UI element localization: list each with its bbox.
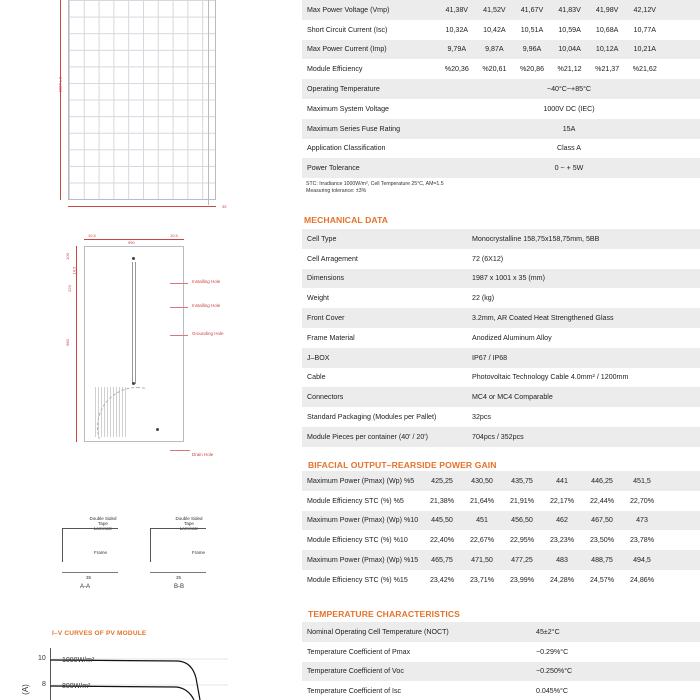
row-label: Maximum Power (Pmax) (Wp) %5 [307,476,415,485]
row-label: Frame Material [307,333,355,342]
section-a-dim: 35 [86,575,92,580]
cell: 9,96A [522,45,542,54]
table-row [302,59,700,79]
row-label: Dimensions [307,274,345,283]
row-label: Module Pieces per container (40' / 20') [307,432,429,441]
back-side-dim-3: 220 [66,285,72,292]
cell: %20,86 [519,65,545,74]
cell: 22,40% [429,536,455,545]
table-row [302,269,700,289]
table-row [302,328,700,348]
table-row [302,511,700,531]
cell: 23,50% [589,536,615,545]
row-label: Maximum System Voltage [307,104,390,113]
cell: %21,37 [595,65,620,74]
drain-hole-marker [156,428,159,431]
iv-curves-svg [50,648,228,700]
cell: 45±2°C [536,627,560,636]
section-b-tape-label: Double Sided Tape [175,516,203,526]
cell: 10,12A [595,45,619,54]
iv-curve-label-800: 800W/m² [62,683,91,690]
table-row [302,288,700,308]
cell: 488,75 [591,556,613,565]
table-row [302,407,700,427]
row-label: Cell Arragement [307,254,358,263]
cell: 10,51A [520,25,544,34]
cell: 41,38V [445,5,469,14]
row-label: Temperature Coefficient of Voc [307,667,404,676]
row-label: Cell Type [307,234,337,243]
cell: 10,32A [445,25,469,34]
row-label: Max Power Voltage (Vmp) [307,5,390,14]
table-row [302,99,700,119]
cell: −0.250%°C [536,667,573,676]
callout-installing-hole-1: Installing Hole [192,279,221,284]
table-row [302,40,700,60]
cell: 22 (kg) [472,294,495,303]
cell: 473 [636,516,648,525]
back-dim-left: 10.5 [88,233,96,238]
cell: 430,50 [471,476,493,485]
cell: 21,64% [469,496,495,505]
iv-tick-8: 8 [42,681,46,688]
length-dimension-line [60,0,61,200]
cell: 9,79A [447,45,467,54]
cell: 22,44% [589,496,615,505]
callout-drain-hole: Drain Hole [192,452,214,457]
cell: 42,12V [633,5,656,14]
table-row [302,158,700,178]
row-label: Short Circuit Current (Isc) [307,25,388,34]
back-side-dim-2: 10.5 [71,266,77,275]
cell: 41,83V [558,5,581,14]
cell: −40°C~+85°C [546,85,592,94]
cell: 24,86% [629,575,655,584]
cell: MC4 or MC4 Comparable [472,393,553,402]
row-label: Weight [307,294,329,303]
row-label: Front Cover [307,314,345,323]
section-a-laminate-label: Laminate [93,526,113,531]
cell: 23,42% [429,575,455,584]
length-dimension-label: 1987 ± 2 [57,76,63,93]
cell: 441 [556,476,568,485]
iv-axis-label: (A) [20,684,30,695]
section-b-label: B-B [174,584,185,590]
cell: Monocrystalline 158,75x158,75mm, 5BB [472,234,600,243]
temperature-table [302,622,700,700]
cell: 1987 x 1001 x 35 (mm) [472,274,545,283]
cell: 451 [476,516,488,525]
stc-note-line-1: STC: Irradiance 1000W/m², Cell Temperature 25°C, AM=1.5 [306,181,444,187]
table-row [302,491,700,511]
section-a-frame-label: Frame [94,550,108,555]
section-b-frame-label: Frame [192,550,206,555]
leader-line-1 [170,283,188,284]
table-row [302,348,700,368]
cell: 451,5 [633,476,651,485]
row-label: Module Efficiency STC (%) %10 [307,536,408,545]
section-b-frame [150,528,206,562]
cell: 22,70% [629,496,655,505]
section-b-dim: 35 [176,575,182,580]
table-row [302,119,700,139]
cell: 24,28% [549,575,575,584]
cell: 465,75 [431,556,453,565]
mechanical-title: MECHANICAL DATA [304,215,389,225]
cell: IP67 / IP68 [472,353,508,362]
table-row [302,530,700,550]
row-label: Module Efficiency STC (%) %5 [307,496,404,505]
back-dim-right: 10.5 [170,233,178,238]
cell: 445,50 [431,516,453,525]
cell: 10,68A [595,25,619,34]
section-a-label: A-A [80,584,91,590]
callout-installing-hole-2: Installing Hole [192,303,221,308]
callout-grounding-hole: Grounding Hole [192,331,224,336]
row-label: Maximum Power (Pmax) (Wp) %15 [307,556,419,565]
back-height-dim [76,246,77,442]
cell: 15A [562,124,576,133]
leader-line-2 [170,307,188,308]
cell: 24,57% [589,575,615,584]
cell: 10,04A [558,45,581,54]
row-label: Module Efficiency [307,65,363,74]
cell: 22,67% [469,536,495,545]
cell: 446,25 [591,476,613,485]
cell: 10,42A [483,25,506,34]
cell: 10,77A [633,25,656,34]
table-row [302,20,700,40]
cell: 1000V DC (IEC) [543,104,595,113]
cell: 483 [556,556,568,565]
cell: 22,95% [509,536,535,545]
cell: 462 [556,516,568,525]
table-row [302,139,700,159]
row-label: Application Classification [307,144,386,153]
cell: %20,36 [444,65,469,74]
bifacial-title: BIFACIAL OUTPUT–REARSIDE POWER GAIN [308,460,497,470]
back-side-dim-4: 980 [64,339,70,346]
cell: 10,59A [558,25,581,34]
table-row [302,427,700,447]
section-b-laminate-label: Laminate [179,526,199,531]
iv-tick-10: 10 [38,655,46,662]
table-row [302,622,700,642]
row-label: Temperature Coefficient of Pmax [307,647,411,656]
iv-curve-label-1000: 1000W/m² [62,657,95,664]
row-label: J–BOX [307,353,330,362]
back-dim-mid: 990 [128,240,135,245]
cell: Class A [556,144,582,153]
row-label: Module Efficiency STC (%) %15 [307,575,408,584]
cell: 704pcs / 352pcs [472,432,524,441]
stc-note [306,181,444,195]
cell: −0.29%°C [536,647,569,656]
cell: 21,91% [509,496,535,505]
cell: 41,98V [595,5,619,14]
table-row [302,662,700,682]
cell: %20,61 [482,65,507,74]
frame-edge-line [208,0,209,205]
iv-chart-title: I–V CURVES OF PV MODULE [52,630,147,637]
support-bar [132,262,136,384]
row-label: Operating Temperature [307,85,380,94]
cell: 41,52V [483,5,506,14]
cell: 435,75 [511,476,533,485]
section-a-tape-label: Double Sided Tape [89,516,117,526]
table-row [302,570,700,590]
row-label: Maximum Series Fuse Rating [307,124,401,133]
cell: 471,50 [471,556,493,565]
frame-depth-label: 35 [222,204,227,209]
cell: 467,50 [591,516,613,525]
row-label: Cable [307,373,326,382]
cell: 23,23% [549,536,575,545]
table-row [302,550,700,570]
table-row [302,681,700,700]
cell: Anodized Aluminum Alloy [472,333,552,342]
table-row [302,229,700,249]
cell: Photovoltaic Technology Cable 4.0mm² / 1200mm [472,373,629,382]
cell: 494,5 [633,556,651,565]
cell: %21,12 [557,65,582,74]
row-label: Maximum Power (Pmax) (Wp) %10 [307,516,419,525]
table-row [302,368,700,388]
mechanical-table [302,229,700,447]
cell: 72 (6X12) [472,254,504,263]
iv-curve-1000 [50,660,200,700]
table-row [302,249,700,269]
cell: %21,62 [632,65,657,74]
cell: 0 ~ + 5W [554,164,584,173]
cell: 21,38% [429,496,455,505]
cell: 41,67V [520,5,544,14]
table-row [302,471,700,491]
cell: 32pcs [472,413,491,422]
grounding-hole-marker [132,382,135,385]
table-row [302,642,700,662]
cell: 456,50 [511,516,533,525]
electrical-table [302,0,700,178]
table-row [302,79,700,99]
table-row [302,308,700,328]
cell: 477,25 [511,556,533,565]
row-label: Connectors [307,393,344,402]
section-a-dim-line [62,572,118,573]
row-label: Temperature Coefficient of Isc [307,687,402,696]
back-side-dim-1: 100 [64,253,70,260]
row-label: Nominal Operating Cell Temperature (NOCT) [307,627,449,636]
temperature-title: TEMPERATURE CHARACTERISTICS [308,609,460,619]
bifacial-table [302,471,700,590]
installing-hole-marker [132,257,135,260]
cell: 10,21A [633,45,656,54]
cell: 23,78% [629,536,655,545]
cell: 0.045%°C [536,687,569,696]
leader-line-4 [170,450,190,451]
cell: 3.2mm, AR Coated Heat Strengthened Glass [472,314,614,323]
row-label: Power Tolerance [307,164,360,173]
cell: 9,87A [485,45,504,54]
stc-note-line-2: Measuring tolerance: ±3% [306,188,367,194]
section-b-dim-line [150,572,206,573]
cell: 425,25 [431,476,453,485]
row-label: Max Power Current (Imp) [307,45,387,54]
table-row [302,0,700,20]
table-row [302,387,700,407]
cell: 23,99% [509,575,535,584]
width-dimension-line [68,206,216,207]
row-label: Standard Packaging (Modules per Pallet) [307,413,437,422]
cell: 22,17% [549,496,575,505]
cell: 23,71% [469,575,495,584]
section-a-frame [62,528,118,562]
leader-line-3 [170,335,188,336]
module-front-outline [68,0,216,200]
